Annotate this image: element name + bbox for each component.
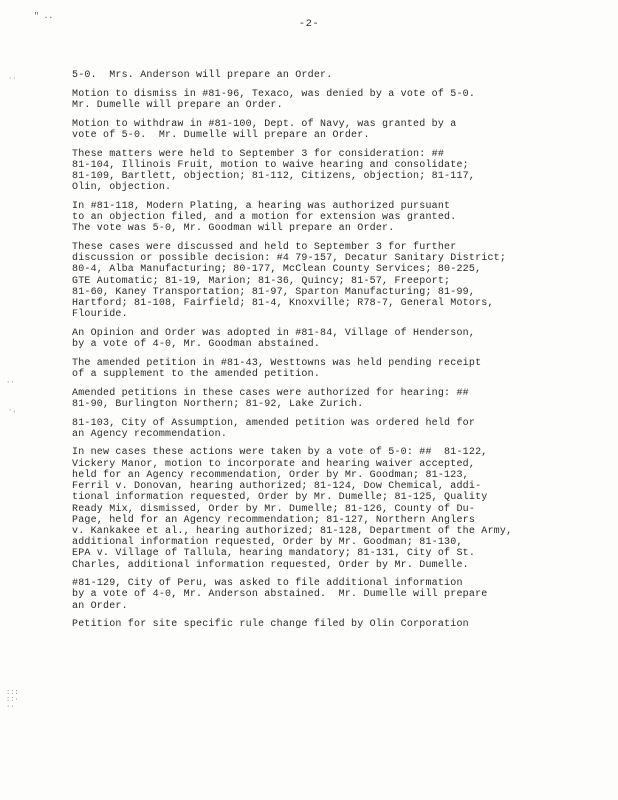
margin-mark: ·· [6, 379, 15, 387]
corner-mark: " .. [34, 12, 54, 21]
page-number: -2- [298, 18, 320, 30]
document-body [72, 70, 592, 638]
paragraph-westtowns: The amended petition in #81-43, Westtowns was held pending receipt of a supplement to the amended petition. [72, 357, 482, 380]
margin-mark: ·· [8, 75, 17, 83]
margin-mark: ::: ::· ·· [6, 689, 19, 711]
paragraph-navy: Motion to withdraw in #81-100, Dept. of Navy, was granted by a vote of 5-0. Mr. Dumelle will prepare an Order. [72, 118, 457, 141]
paragraph-modern-plating: In #81-118, Modern Plating, a hearing was authorized pursuant to an objection filed, and a motion for extension was granted. The vote was 5-0, Mr. Goodman will prepare an Order. [72, 200, 457, 235]
paragraph-olin-petition: Petition for site specific rule change filed by Olin Corporation [72, 619, 469, 631]
paragraph-discussed-cases: These cases were discussed and held to September 3 for further discussion or possible decision: #4 79-157, Decatur Sanitary District; 80-4, Alba Manufacturing; 80-177, McClean County Services; 80-225, GTE Automatic; 81-19, Marion; 81-36, Quincy; 81-57, Freeport; 81-60, Kaney Transportation; 81-97, Sparton Manufacturing; 81-99, Hartford; 81-108, Fairfield; 81-4, Knoxville; R78-7, General Motors, Flouride. [72, 241, 507, 321]
paragraph-continuation: 5-0. Mrs. Anderson will prepare an Order. [72, 70, 333, 81]
paragraph-peru: #81-129, City of Peru, was asked to file additional information by a vote of 4-0, Mr. Anderson abstained. Mr. Dumelle will prepare an Order. [72, 578, 488, 612]
paragraph-texaco: Motion to dismiss in #81-96, Texaco, was denied by a vote of 5-0. Mr. Dumelle will prepare an Order. [72, 88, 476, 111]
paragraph-amended-petitions: Amended petitions in these cases were authorized for hearing: ## 81-90, Burlington Northern; 81-92, Lake Zurich. [72, 387, 469, 410]
paragraph-new-cases: In new cases these actions were taken by a vote of 5-0: ## 81-122, Vickery Manor, motion to incorporate and hearing waiver accepted, held for an Agency recommendation, Order by Mr. Goodman; 81-123, Ferril v. Donovan, hearing authorized; 81-124, Dow Chemical, addi- tional information requested, Order by Mr. Dumelle; 81-125, Quality Ready Mix, dismissed, Order by Mr. Dumelle; 81-126, County of Du- Page, held for an Agency recommendation; 81-127, Northern Anglers v. Kankakee et al., hearing authorized; 81-128, Department of the Army, additional information requested, Order by Mr. Goodman; 81-130, EPA v. Village of Tallula, hearing mandatory; 81-131, City of St. Charles, additional information requested, Order by Mr. Dumelle. [72, 447, 513, 571]
margin-mark: ·. [8, 407, 17, 415]
paragraph-held-matters: These matters were held to September 3 for consideration: ## 81-104, Illinois Fruit, motion to waive hearing and consolidate; 81-109, Bartlett, objection; 81-112, Citizens, objection; 81-117, Olin, objection. [72, 148, 476, 194]
paragraph-assumption: 81-103, City of Assumption, amended petition was ordered held for an Agency recommendation. [72, 417, 476, 440]
paragraph-henderson: An Opinion and Order was adopted in #81-84, Village of Henderson, by a vote of 4-0, Mr. Goodman abstained. [72, 327, 476, 351]
